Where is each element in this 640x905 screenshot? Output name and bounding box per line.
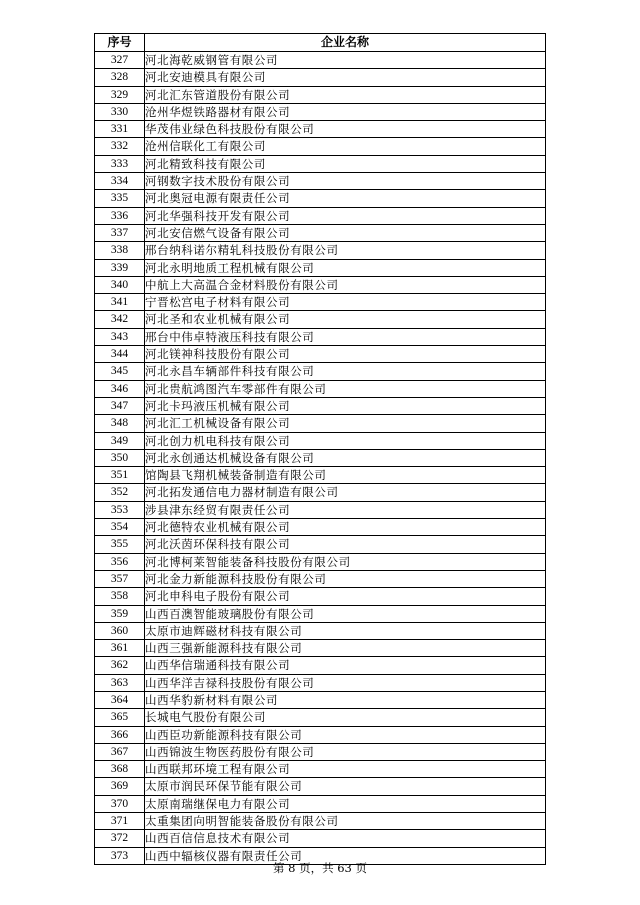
company-name: 河北汇工机械设备有限公司 xyxy=(145,415,546,432)
table-row xyxy=(95,276,546,293)
row-number: 369 xyxy=(95,778,145,795)
table-row xyxy=(95,570,546,587)
table-row xyxy=(95,432,546,449)
row-number: 354 xyxy=(95,519,145,536)
company-name: 山西中辐核仪器有限责任公司 xyxy=(145,847,546,864)
company-name: 太原南瑞继保电力有限公司 xyxy=(145,795,546,812)
table-header xyxy=(95,34,546,52)
header-company-name: 企业名称 xyxy=(145,34,546,52)
company-name: 太重集团向明智能装备股份有限公司 xyxy=(145,813,546,830)
company-name: 河北华强科技开发有限公司 xyxy=(145,207,546,224)
table-row xyxy=(95,380,546,397)
company-name: 太原市润民环保节能有限公司 xyxy=(145,778,546,795)
company-name: 山西百信信息技术有限公司 xyxy=(145,830,546,847)
row-number: 353 xyxy=(95,501,145,518)
company-name: 河钢数字技术股份有限公司 xyxy=(145,173,546,190)
table-row xyxy=(95,259,546,276)
row-number: 341 xyxy=(95,294,145,311)
company-name: 河北奥冠电源有限责任公司 xyxy=(145,190,546,207)
company-name: 河北圣和农业机械有限公司 xyxy=(145,311,546,328)
table-row xyxy=(95,622,546,639)
table-row xyxy=(95,778,546,795)
company-name: 河北创力机电科技有限公司 xyxy=(145,432,546,449)
row-number: 335 xyxy=(95,190,145,207)
company-name: 山西臣功新能源科技有限公司 xyxy=(145,726,546,743)
row-number: 359 xyxy=(95,605,145,622)
company-name: 河北安信燃气设备有限公司 xyxy=(145,224,546,241)
table-row xyxy=(95,138,546,155)
table-row xyxy=(95,294,546,311)
company-name: 河北贵航鸿图汽车零部件有限公司 xyxy=(145,380,546,397)
table-row xyxy=(95,536,546,553)
company-name: 河北海乾威钢管有限公司 xyxy=(145,52,546,69)
table-row xyxy=(95,397,546,414)
row-number: 362 xyxy=(95,657,145,674)
row-number: 338 xyxy=(95,242,145,259)
table-row xyxy=(95,726,546,743)
row-number: 360 xyxy=(95,622,145,639)
row-number: 349 xyxy=(95,432,145,449)
row-number: 355 xyxy=(95,536,145,553)
company-name: 沧州华煜铁路器材有限公司 xyxy=(145,103,546,120)
header-row xyxy=(95,34,546,52)
page-footer: 第 8 页，共 63 页 xyxy=(272,861,368,875)
row-number: 330 xyxy=(95,103,145,120)
company-name: 山西华信瑞通科技有限公司 xyxy=(145,657,546,674)
row-number: 346 xyxy=(95,380,145,397)
row-number: 365 xyxy=(95,709,145,726)
row-number: 343 xyxy=(95,328,145,345)
table-row xyxy=(95,743,546,760)
row-number: 367 xyxy=(95,743,145,760)
table-row xyxy=(95,173,546,190)
company-name: 中航上大高温合金材料股份有限公司 xyxy=(145,276,546,293)
table-row xyxy=(95,224,546,241)
table-row xyxy=(95,830,546,847)
company-name: 山西联邦环境工程有限公司 xyxy=(145,761,546,778)
company-name: 涉县津东经贸有限责任公司 xyxy=(145,501,546,518)
company-name: 河北汇东管道股份有限公司 xyxy=(145,86,546,103)
company-name: 河北卡玛液压机械有限公司 xyxy=(145,397,546,414)
row-number: 337 xyxy=(95,224,145,241)
company-name: 河北博柯莱智能装备科技股份有限公司 xyxy=(145,553,546,570)
table-row xyxy=(95,449,546,466)
company-name: 太原市迪辉磁材科技有限公司 xyxy=(145,622,546,639)
company-name: 河北永明地质工程机械有限公司 xyxy=(145,259,546,276)
company-name: 沧州信联化工有限公司 xyxy=(145,138,546,155)
row-number: 366 xyxy=(95,726,145,743)
table-row xyxy=(95,657,546,674)
table-row xyxy=(95,709,546,726)
row-number: 340 xyxy=(95,276,145,293)
company-name: 山西华洋吉禄科技股份有限公司 xyxy=(145,674,546,691)
company-table xyxy=(94,33,546,865)
company-name: 馆陶县飞翔机械装备制造有限公司 xyxy=(145,467,546,484)
row-number: 329 xyxy=(95,86,145,103)
company-name: 河北德特农业机械有限公司 xyxy=(145,519,546,536)
table-row xyxy=(95,813,546,830)
company-name: 河北永昌车辆部件科技有限公司 xyxy=(145,363,546,380)
table-row xyxy=(95,346,546,363)
row-number: 328 xyxy=(95,69,145,86)
row-number: 345 xyxy=(95,363,145,380)
table-body xyxy=(95,52,546,865)
row-number: 342 xyxy=(95,311,145,328)
table-row xyxy=(95,501,546,518)
table-row xyxy=(95,207,546,224)
company-name: 河北沃茵环保科技有限公司 xyxy=(145,536,546,553)
row-number: 332 xyxy=(95,138,145,155)
company-name: 山西三强新能源科技有限公司 xyxy=(145,640,546,657)
row-number: 327 xyxy=(95,52,145,69)
company-name: 河北永创通达机械设备有限公司 xyxy=(145,449,546,466)
row-number: 358 xyxy=(95,588,145,605)
row-number: 356 xyxy=(95,553,145,570)
row-number: 371 xyxy=(95,813,145,830)
row-number: 361 xyxy=(95,640,145,657)
header-number: 序号 xyxy=(95,34,145,52)
company-name: 邢台纳科诺尔精轧科技股份有限公司 xyxy=(145,242,546,259)
table-row xyxy=(95,69,546,86)
table-row xyxy=(95,674,546,691)
table-row xyxy=(95,519,546,536)
company-name: 河北安迪模具有限公司 xyxy=(145,69,546,86)
row-number: 363 xyxy=(95,674,145,691)
table-row xyxy=(95,328,546,345)
row-number: 339 xyxy=(95,259,145,276)
company-name: 山西华豹新材料有限公司 xyxy=(145,691,546,708)
company-name: 河北精致科技有限公司 xyxy=(145,155,546,172)
table-row xyxy=(95,484,546,501)
row-number: 333 xyxy=(95,155,145,172)
table-row xyxy=(95,761,546,778)
table-row xyxy=(95,52,546,69)
table-row xyxy=(95,155,546,172)
row-number: 370 xyxy=(95,795,145,812)
row-number: 344 xyxy=(95,346,145,363)
row-number: 372 xyxy=(95,830,145,847)
company-name: 华茂伟业绿色科技股份有限公司 xyxy=(145,121,546,138)
row-number: 364 xyxy=(95,691,145,708)
table-row xyxy=(95,691,546,708)
table-row xyxy=(95,242,546,259)
row-number: 368 xyxy=(95,761,145,778)
row-number: 351 xyxy=(95,467,145,484)
table-row xyxy=(95,795,546,812)
row-number: 373 xyxy=(95,847,145,864)
company-name: 河北金力新能源科技股份有限公司 xyxy=(145,570,546,587)
company-name: 邢台中伟卓特液压科技有限公司 xyxy=(145,328,546,345)
table-row xyxy=(95,588,546,605)
table-row xyxy=(95,86,546,103)
row-number: 348 xyxy=(95,415,145,432)
company-name: 河北镁神科技股份有限公司 xyxy=(145,346,546,363)
row-number: 347 xyxy=(95,397,145,414)
row-number: 336 xyxy=(95,207,145,224)
row-number: 334 xyxy=(95,173,145,190)
row-number: 357 xyxy=(95,570,145,587)
row-number: 331 xyxy=(95,121,145,138)
company-name: 山西百澳智能玻璃股份有限公司 xyxy=(145,605,546,622)
table-row xyxy=(95,121,546,138)
table-row xyxy=(95,103,546,120)
table-row xyxy=(95,415,546,432)
company-name: 河北申科电子股份有限公司 xyxy=(145,588,546,605)
table-row xyxy=(95,311,546,328)
table-row xyxy=(95,363,546,380)
table-row xyxy=(95,605,546,622)
table-row xyxy=(95,553,546,570)
company-name: 河北拓发通信电力器材制造有限公司 xyxy=(145,484,546,501)
table-row xyxy=(95,640,546,657)
table-row xyxy=(95,190,546,207)
table-row xyxy=(95,467,546,484)
company-name: 长城电气股份有限公司 xyxy=(145,709,546,726)
company-name: 宁晋松宫电子材料有限公司 xyxy=(145,294,546,311)
company-name: 山西锦波生物医药股份有限公司 xyxy=(145,743,546,760)
row-number: 350 xyxy=(95,449,145,466)
row-number: 352 xyxy=(95,484,145,501)
